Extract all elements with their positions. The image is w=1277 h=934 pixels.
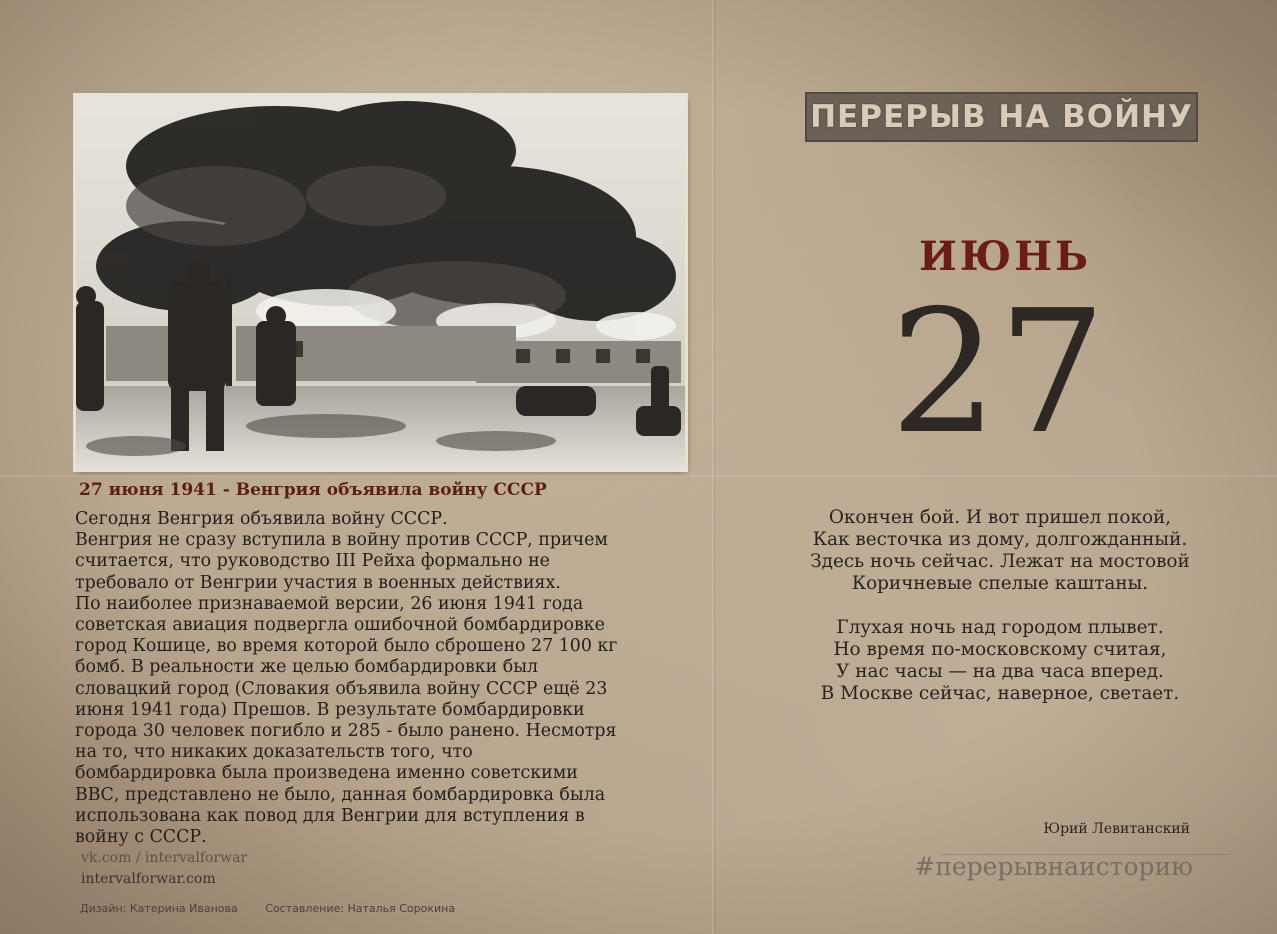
poem-line: У нас часы — на два часа вперед. xyxy=(836,661,1164,682)
article-line: войну с СССР. xyxy=(75,827,207,848)
poem-line: Окончен бой. И вот пришел покой, xyxy=(828,507,1172,528)
war-photo-image xyxy=(76,96,685,469)
poem-line: В Москве сейчас, наверное, светает. xyxy=(820,683,1180,704)
article-line: город Кошице, во время которой было сброшено 27 100 кг xyxy=(75,636,618,657)
article-line: бомб. В реальности же целью бомбардировки был xyxy=(75,657,539,678)
article-line: города 30 человек погибло и 285 - было ранено. Несмотря xyxy=(75,721,617,742)
poem-line: Глухая ночь над городом плывет. xyxy=(836,617,1164,638)
article-line: словацкий город (Словакия объявила войну СССР ещё 23 xyxy=(75,678,608,699)
paper-fold-vertical xyxy=(712,0,714,934)
article-line: советская авиация подвергла ошибочной бомбардировке xyxy=(75,615,605,636)
poem-line: Коричневые спелые каштаны. xyxy=(851,573,1149,594)
article-caption: 27 июня 1941 - Венгрия объявила войну СССР xyxy=(79,480,547,500)
article-body xyxy=(75,509,690,848)
poem-author: Юрий Левитанский xyxy=(1043,821,1190,837)
credit-design: Дизайн: Катерина Иванова xyxy=(80,902,238,915)
war-photo xyxy=(76,96,685,469)
site-link[interactable]: intervalforwar.com xyxy=(81,871,216,887)
article-line: считается, что руководство III Рейха формально не xyxy=(75,551,550,572)
poem-stanza-1 xyxy=(760,507,1240,595)
article-line: июня 1941 года) Прешов. В результате бомбардировки xyxy=(75,699,585,720)
article-line: бомбардировка была произведена именно советскими xyxy=(75,763,578,784)
vk-link[interactable]: vk.com / intervalforwar xyxy=(81,850,248,866)
poem-line: Но время по-московскому считая, xyxy=(833,639,1167,660)
article-line: По наиболее признаваемой версии, 26 июня 1941 года xyxy=(75,593,584,614)
paper-fold-horizontal xyxy=(0,475,1277,477)
article-line: использована как повод для Венгрии для вступления в xyxy=(75,805,585,826)
calendar-day: 27 xyxy=(889,274,1107,472)
article-line: на то, что никаких доказательств того, что xyxy=(75,742,473,763)
hashtag[interactable]: #перерывнаисторию xyxy=(914,852,1193,881)
article-line: ВВС, представлено не было, данная бомбардировка была xyxy=(75,784,606,805)
calendar-month: ИЮНЬ xyxy=(918,233,1092,280)
poem-stanza-2 xyxy=(760,617,1240,705)
article-line: требовало от Венгрии участия в военных действиях. xyxy=(75,572,561,593)
article-line: Венгрия не сразу вступила в войну против СССР, причем xyxy=(75,530,608,551)
poem-line: Здесь ночь сейчас. Лежат на мостовой xyxy=(810,551,1190,572)
poem-line: Как весточка из дому, долгожданный. xyxy=(812,529,1188,550)
stamp-title: ПЕРЕРЫВ НА ВОЙНУ xyxy=(805,92,1198,142)
credits xyxy=(80,902,479,915)
article-line: Сегодня Венгрия объявила войну СССР. xyxy=(75,509,448,529)
credit-compiled: Составление: Наталья Сорокина xyxy=(265,902,456,915)
